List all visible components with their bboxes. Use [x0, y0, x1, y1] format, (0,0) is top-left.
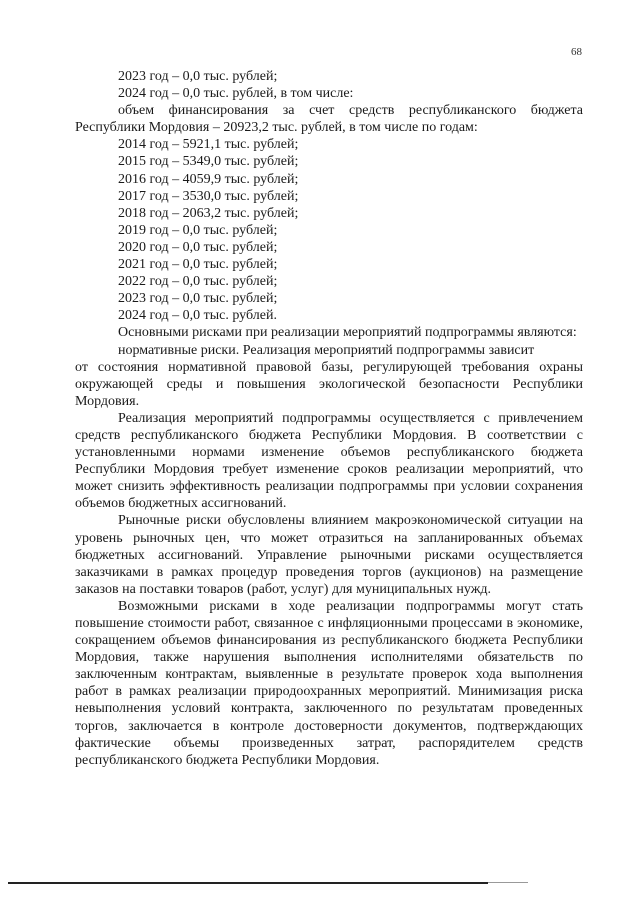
year-line: 2018 год – 2063,2 тыс. рублей; — [118, 205, 299, 221]
possible-risks-paragraph: Возможными рисками в ходе реализации подпрограммы могут стать повышение стоимости работ, связанное с инфляционными процессами в экономике, сокращением объемов финансирования из республиканского бюджета Республики Мордовия, также нарушения выполнения исполнителями обязательств по заключенным контрактам, выявленные в результате проверок хода выполнения работ в рамках реализации природоохранных мероприятий. Минимизация риска невыполнения условий контракта, заключенного по результатам проведенных торгов, заключается в контроле достоверности документов, подтверждающих фактические объемы произведенных затрат, распорядителем средств республиканского бюджета Республики Мордовия. — [75, 598, 583, 768]
implementation-paragraph: Реализация мероприятий подпрограммы осуществляется с привлечением средств республиканского бюджета Республики Мордовия. В соответствии с установленными нормами изменение объемов республиканского бюджета Республики Мордовия требует изменение сроков реализации мероприятий, что может снизить эффективность реализации подпрограммы при условии сохранения объемов бюджетных ассигнований. — [75, 410, 583, 512]
year-line: 2021 год – 0,0 тыс. рублей; — [118, 257, 278, 273]
document-body — [75, 68, 583, 769]
bottom-scan-edge-faint — [488, 882, 528, 883]
normative-risks-paragraph — [75, 342, 583, 410]
normative-risks-rest: от состояния нормативной правовой базы, регулирующей требования охраны окружающей среды и повышения экологической безопасности Республики Мордовия. — [75, 359, 583, 409]
line-2024: 2024 год – 0,0 тыс. рублей, в том числе: — [118, 86, 354, 102]
year-line: 2023 год – 0,0 тыс. рублей; — [118, 291, 278, 307]
market-risks-paragraph: Рыночные риски обусловлены влиянием макроэкономической ситуации на уровень рыночных цен, что может отразиться на запланированных объемах бюджетных ассигнований. Управление рыночными рисками осуществляется заказчиками в рамках процедур проведения торгов (аукционов) на размещение заказов на поставки товаров (работ, услуг) для муниципальных нужд. — [75, 513, 583, 597]
year-line: 2019 год – 0,0 тыс. рублей; — [118, 222, 278, 238]
year-line: 2020 год – 0,0 тыс. рублей; — [118, 239, 278, 255]
year-line: 2015 год – 5349,0 тыс. рублей; — [118, 154, 299, 170]
year-line: 2022 год – 0,0 тыс. рублей; — [118, 274, 278, 290]
year-list — [75, 136, 583, 324]
risks-intro-paragraph: Основными рисками при реализации мероприятий подпрограммы являются: — [118, 325, 577, 341]
year-line: 2017 год – 3530,0 тыс. рублей; — [118, 188, 299, 204]
funding-paragraph: объем финансирования за счет средств республиканского бюджета Республики Мордовия – 20923,2 тыс. рублей, в том числе по годам: — [75, 103, 583, 136]
line-2023: 2023 год – 0,0 тыс. рублей; — [118, 69, 278, 84]
year-line: 2024 год – 0,0 тыс. рублей. — [118, 308, 277, 324]
year-line: 2016 год – 4059,9 тыс. рублей; — [118, 171, 299, 187]
year-line: 2014 год – 5921,1 тыс. рублей; — [118, 137, 299, 153]
normative-risks-first-line: нормативные риски. Реализация мероприятий подпрограммы зависит — [118, 342, 535, 358]
page-number: 68 — [571, 46, 582, 58]
bottom-scan-edge — [8, 882, 488, 884]
